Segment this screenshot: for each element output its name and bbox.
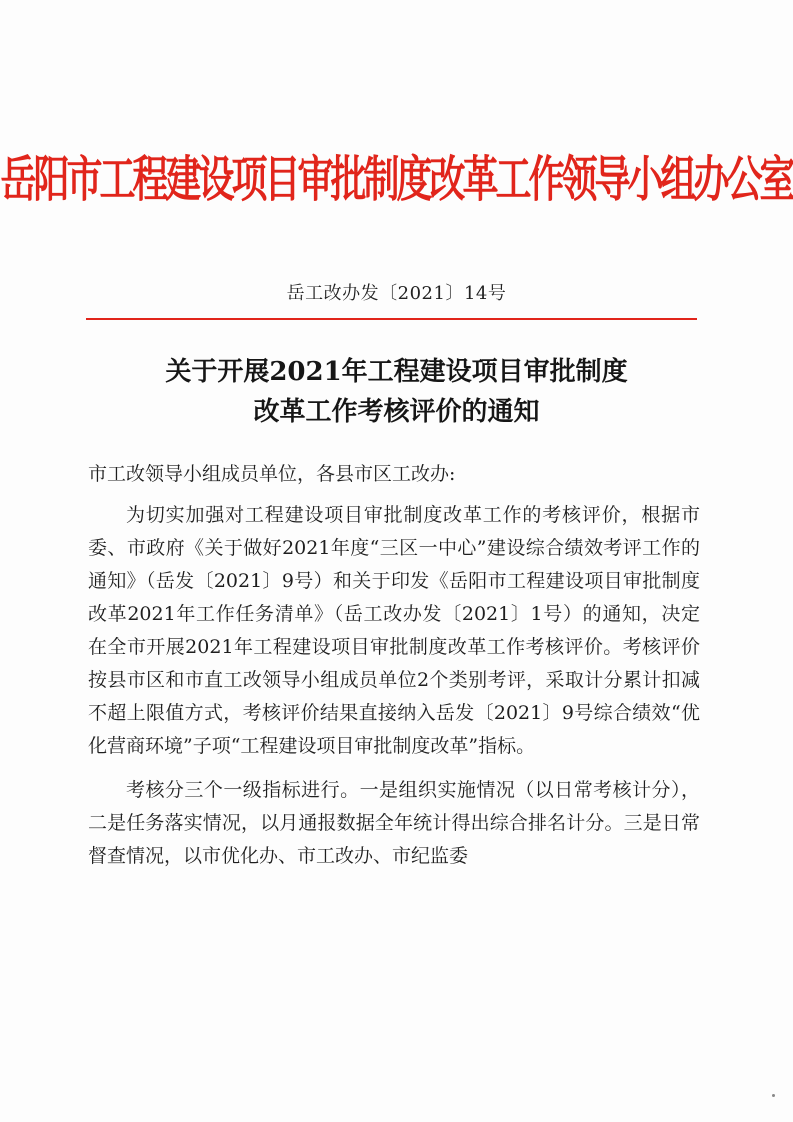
body-paragraph-1: 为切实加强对工程建设项目审批制度改革工作的考核评价，根据市委、市政府《关于做好2021年度“三区一中心”建设综合绩效考评工作的通知》（岳发〔2021〕9号）和关于印发《岳阳市工程建设项目审批制度改革2021年工作任务清单》（岳工改办发〔2021〕1号）的通知，决定在全市开展2021年工程建设项目审批制度改革工作考核评价。考核评价按县市区和市直工改领导小组成员单位2个类别考评，采取计分累计扣减不超上限值方式，考核评价结果直接纳入岳发〔2021〕9号综合绩效“优化营商环境”子项“工程建设项目审批制度改革”指标。 <box>88 504 700 757</box>
salutation: 市工改领导小组成员单位，各县市区工改办: <box>88 463 456 485</box>
notice-body <box>88 458 700 873</box>
body-paragraph-2: 考核分三个一级指标进行。一是组织实施情况（以日常考核计分），二是任务落实情况，以月通报数据全年统计得出综合排名计分。三是日常督查情况，以市优化办、市工改办、市纪监委 <box>88 779 700 867</box>
issuing-office-masthead: 岳阳市工程建设项目审批制度改革工作领导小组办公室 <box>0 152 793 209</box>
notice-title-line-2: 改革工作考核评价的通知 <box>253 397 540 427</box>
notice-title-line-1: 关于开展2021年工程建设项目审批制度 <box>165 357 628 387</box>
notice-title <box>0 352 793 432</box>
red-divider-line <box>86 318 697 320</box>
document-number: 岳工改办发〔2021〕14号 <box>286 283 507 304</box>
scan-speck <box>772 1094 775 1097</box>
